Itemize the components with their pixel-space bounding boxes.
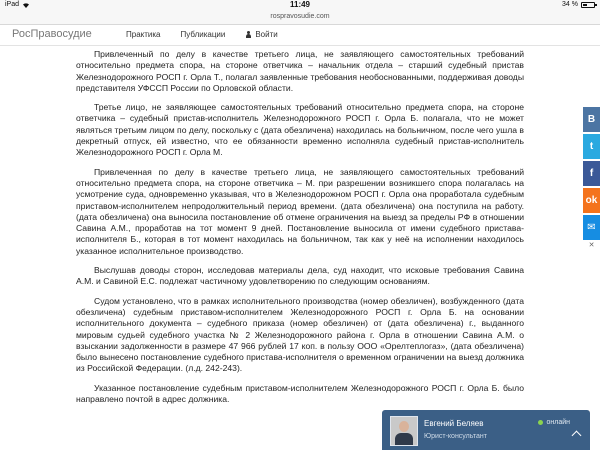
article-paragraph: Выслушав доводы сторон, исследовав материалы дела, суд находит, что исковые требования Савина А.М. и Савиной Е.С. подлежат частичному удовлетворению по следующим основаниям. xyxy=(76,265,524,287)
mail-icon: ✉ xyxy=(587,222,596,233)
mail-share-button[interactable] xyxy=(583,215,600,240)
odnoklassniki-share-button[interactable] xyxy=(583,188,600,213)
social-share-bar xyxy=(583,107,600,250)
user-icon xyxy=(245,31,252,38)
vk-share-button[interactable] xyxy=(583,107,600,132)
article-paragraph: Судом установлено, что в рамках исполнительного производства (номер обезличен), возбужденного (дата обезличена) судебным приставом-исполнителем Железнодорожного РОСП г. Орла Б. на основании исполнительного документа – судебного приказа (номер обезличен) от (дата обезличена) г., выданного мировым судьей судебного участка № 2 Железнодорожного района г. Орла в отношении Савина А.М. о взыскании задолженности в размере 47 966 рублей 17 коп. в пользу ООО «Орелтеплогаз», (дата обезличена) было вынесено постановление судебного пристава-исполнителя о временном ограничении на выезд должника из Российской Федерации. (л.д. 242-243). xyxy=(76,295,524,374)
odnoklassniki-icon: ok xyxy=(585,195,598,206)
nav-publications[interactable] xyxy=(181,30,226,39)
twitter-share-button[interactable] xyxy=(583,134,600,159)
url-text: rospravosudie.com xyxy=(270,13,330,20)
device-label: iPad xyxy=(5,1,20,8)
battery-percent: 34 % xyxy=(562,1,578,8)
consultant-chat-widget[interactable] xyxy=(382,410,590,450)
close-share-bar-button[interactable] xyxy=(583,242,600,250)
nav-practice[interactable] xyxy=(126,30,161,39)
battery-icon xyxy=(581,2,595,8)
facebook-icon: f xyxy=(589,168,594,179)
nav-login[interactable] xyxy=(245,30,277,39)
site-logo[interactable]: РосПравосудие xyxy=(12,28,92,40)
close-icon: ✕ xyxy=(588,242,595,249)
article-paragraph: Третье лицо, не заявляющее самостоятельных требований относительно предмета спора, на стороне ответчика – судебный пристав-исполнитель Железнодорожного РОСП г. Орла Б. полагала, что не может являться третьим лицом по делу, поскольку с (дата обезличена) находилась на больничном, после чего ушла в декретный отпуск, ей известно, что ее обязанности временно исполняла судебный пристав-исполнитель Железнодорожного РОСП г. Орла М. xyxy=(76,102,524,158)
nav-login-label: Войти xyxy=(255,30,278,39)
main-nav xyxy=(126,30,278,39)
site-header xyxy=(0,25,600,46)
article-paragraph: Привлеченный по делу в качестве третьего лица, не заявляющего самостоятельных требований относительно предмета спора, на стороне ответчика – начальник отдела – старший судебный пристав Железнодорожного РОСП г. Орла Т., полагал заявленные требования необоснованными, поддерживая доводы представителя УФССП России по Орловской области. xyxy=(76,49,524,93)
article-body xyxy=(76,49,524,413)
vk-icon: B xyxy=(587,114,596,125)
status-right xyxy=(562,1,595,8)
status-time: 11:49 xyxy=(289,0,311,9)
consultant-name: Евгений Беляев xyxy=(424,419,484,428)
consultant-role: Юрист-консультант xyxy=(424,433,487,440)
twitter-icon: t xyxy=(589,141,594,152)
online-status-label: онлайн xyxy=(546,419,570,426)
online-status xyxy=(538,419,570,426)
chevron-up-icon[interactable] xyxy=(572,431,582,441)
address-bar[interactable] xyxy=(0,11,600,25)
online-dot-icon xyxy=(538,420,543,425)
facebook-share-button[interactable] xyxy=(583,161,600,186)
nav-practice-label: Практика xyxy=(126,30,161,39)
nav-publications-label: Публикации xyxy=(180,30,226,39)
article-paragraph: Привлеченная по делу в качестве третьего лица, не заявляющего самостоятельных требований относительно предмета спора, на стороне ответчика – М. при разрешении возникшего спора полагалась на усмотрение суда, одновременно указывая, что в Железнодорожном РОСП г. Орла она проработала судебным приставом-исполнителем непродолжительный период времени. (дата обезличена) она поступила на работу. (дата обезличена) она выносила постановление об отмене ограничения на выезд за пределы РФ в отношении Савина А.М., проработав на тот момент 9 дней. Постановление выносила от имени судебного пристава-исполнителя Б., которая в тот момент находилась на больничном, так как у неё на исполнении находилось указанное исполнительное производство. xyxy=(76,166,524,256)
article-paragraph: Указанное постановление судебным приставом-исполнителем Железнодорожного РОСП г. Орла Б. было направлено почтой в адрес должника. xyxy=(76,382,524,405)
consultant-avatar xyxy=(390,416,418,446)
ios-status-bar xyxy=(0,0,600,11)
